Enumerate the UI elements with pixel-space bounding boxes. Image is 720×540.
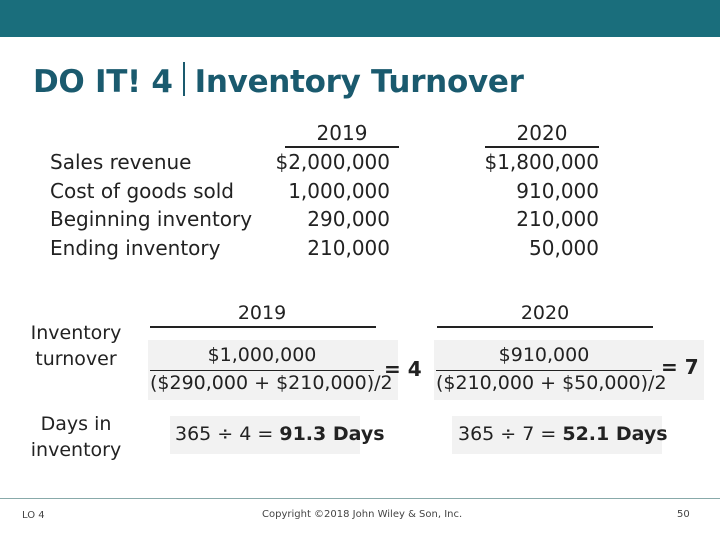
value-end-inv-2020: 50,000 — [529, 236, 599, 260]
turnover-2020-numerator: $910,000 — [498, 344, 590, 366]
title-part1: DO IT! 4 — [33, 64, 173, 100]
value-cogs-2020: 910,000 — [516, 179, 599, 203]
days-2020-calc — [458, 423, 668, 445]
row-label-sales-revenue: Sales revenue — [50, 150, 192, 174]
turnover-2019-denominator: ($290,000 + $210,000)/2 — [150, 372, 393, 394]
value-sales-2020: $1,800,000 — [484, 150, 599, 174]
title-divider — [183, 62, 185, 96]
value-beg-inv-2020: 210,000 — [516, 207, 599, 231]
days-2020-expression: 365 ÷ 7 = — [458, 423, 563, 445]
footer-page-number: 50 — [677, 509, 690, 520]
calc-year-2020: 2020 — [520, 302, 570, 324]
days-2020-result: 52.1 Days — [562, 423, 668, 445]
row-label-ending-inventory: Ending inventory — [50, 236, 221, 260]
footer-learning-objective: LO 4 — [22, 510, 45, 521]
value-sales-2019: $2,000,000 — [275, 150, 390, 174]
turnover-2019-result: = 4 — [384, 357, 422, 381]
table-year-header-2020: 2020 — [485, 121, 599, 148]
turnover-2020-denominator: ($210,000 + $50,000)/2 — [436, 372, 667, 394]
days-2019-result: 91.3 Days — [279, 423, 385, 445]
turnover-2020-fraction-bar — [436, 370, 652, 371]
calc-rule-2020 — [437, 326, 653, 328]
table-year-header-2019: 2019 — [285, 121, 399, 148]
value-cogs-2019: 1,000,000 — [288, 179, 390, 203]
top-banner — [0, 0, 720, 37]
label-inventory-turnover: Inventory turnover — [30, 322, 122, 370]
slide-title — [33, 62, 524, 100]
days-2019-calc — [175, 423, 385, 445]
turnover-2019-numerator: $1,000,000 — [207, 344, 317, 366]
turnover-2020-result: = 7 — [661, 355, 699, 379]
calc-rule-2019 — [150, 326, 376, 328]
row-label-cogs: Cost of goods sold — [50, 179, 235, 203]
footer-copyright: Copyright ©2018 John Wiley & Son, Inc. — [262, 509, 463, 520]
label-days-in-inventory: Days in inventory — [30, 413, 122, 461]
value-end-inv-2019: 210,000 — [307, 236, 390, 260]
footer-divider — [0, 498, 720, 499]
row-label-beginning-inventory: Beginning inventory — [50, 207, 253, 231]
calc-year-2019: 2019 — [237, 302, 287, 324]
days-2019-expression: 365 ÷ 4 = — [175, 423, 280, 445]
turnover-2019-fraction-bar — [150, 370, 374, 371]
value-beg-inv-2019: 290,000 — [307, 207, 390, 231]
title-part2: Inventory Turnover — [194, 64, 524, 100]
